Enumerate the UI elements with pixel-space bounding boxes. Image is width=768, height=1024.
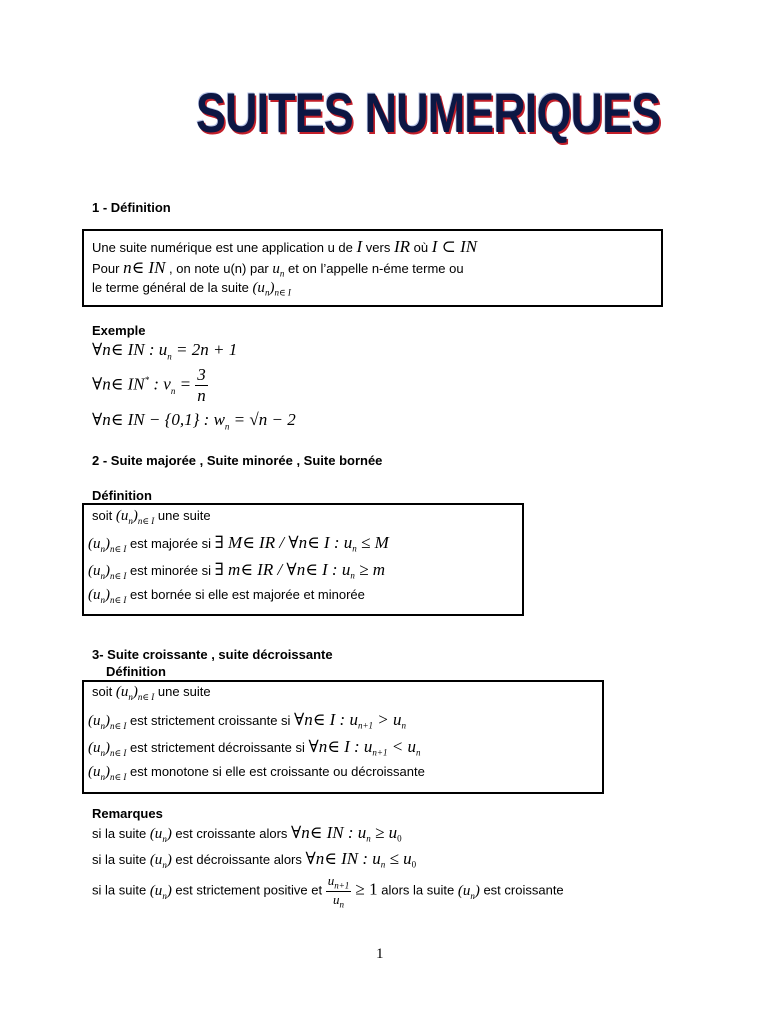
definition-box-2 — [82, 503, 524, 616]
text: est minorée si — [126, 563, 215, 578]
math-subscript: 0 — [397, 833, 402, 844]
text: est strictement positive et — [171, 882, 326, 898]
section-3-heading: 3- Suite croissante , suite décroissante — [92, 647, 333, 662]
fraction-denominator: n — [197, 386, 206, 405]
text: si la suite — [92, 826, 150, 841]
text: une suite — [154, 684, 211, 699]
text: vers — [362, 240, 394, 255]
math: ∀n∈ IN : u — [305, 849, 381, 868]
math: ∀n∈ IN − {0,1} : w — [92, 410, 225, 429]
example-heading: Exemple — [92, 323, 146, 338]
text: alors la suite — [377, 882, 458, 898]
example-1 — [92, 340, 237, 361]
text: soit — [92, 508, 116, 523]
definition-box-3 — [82, 680, 604, 794]
text: , on note u(n) par — [165, 261, 273, 276]
math: I ⊂ IN — [431, 237, 478, 256]
def1-line2 — [92, 258, 464, 279]
math: ∀n∈ I : u — [294, 710, 358, 729]
fraction-numerator: u — [327, 873, 335, 888]
text: où — [410, 240, 432, 255]
math-subscript: n — [264, 287, 270, 298]
def3-line-strict-decroissante: $(u_n)_{n\in I}$ est strictement décroissante si ∀n∈ I : $u_{n+1} < u_n$ — [88, 737, 421, 758]
text: est décroissante alors — [171, 852, 306, 867]
math: ∀n∈ IN — [92, 374, 145, 394]
remarque-1: si la suite $(u_n)$ est croissante alors ∀n∈ IN : $u_n \ge u_0$ — [92, 823, 402, 844]
math-subscript: n+1 — [334, 880, 350, 891]
text: Une suite numérique est une application u de — [92, 240, 357, 255]
text: une suite — [154, 508, 211, 523]
math: < u — [387, 737, 416, 756]
def2-line-soit: soit $(u_n)_{n\in I}$ une suite — [92, 508, 211, 526]
def3-line-monotone: $(u_n)_{n\in I}$ est monotone si elle est croissante ou décroissante — [88, 764, 425, 782]
math: ∃ M∈ IR / ∀n∈ I : u — [214, 533, 353, 552]
math: = — [175, 374, 196, 394]
math: ) — [269, 280, 275, 296]
math: ∃ m∈ IR / ∀n∈ I : u — [214, 560, 351, 579]
math: (u — [252, 280, 265, 296]
section-2-definition-heading: Définition — [92, 488, 152, 503]
math-subscript: n+1 — [372, 747, 388, 758]
math: ≥ 1 — [351, 879, 378, 899]
math: ≥ m — [354, 560, 385, 579]
def1-line1 — [92, 237, 477, 257]
math-subscript: n — [339, 899, 344, 910]
fraction-denominator: u — [333, 891, 340, 907]
page-title: SUITES NUMERIQUES — [196, 81, 661, 144]
text: est majorée si — [126, 536, 215, 551]
math-subscript: n — [170, 385, 176, 396]
def3-line-soit: soit $(u_n)_{n\in I}$ une suite — [92, 684, 211, 702]
section-2-heading: 2 - Suite majorée , Suite minorée , Suite bornée — [92, 453, 383, 468]
math: u — [272, 261, 280, 277]
math: = √n − 2 — [229, 410, 296, 429]
def3-line-strict-croissante: $(u_n)_{n\in I}$ est strictement croissante si ∀n∈ I : $u_{n+1} > u_n$ — [88, 710, 407, 731]
text: est monotone si elle est croissante ou décroissante — [126, 764, 425, 779]
text: le terme général de la suite — [92, 280, 253, 295]
math-subscript: 0 — [411, 859, 417, 870]
text: Pour — [92, 261, 124, 276]
math: n∈ IN — [123, 258, 166, 277]
math: ∀n∈ IN : u — [92, 340, 168, 359]
example-2 — [92, 365, 208, 406]
example-3 — [92, 410, 296, 431]
text: est croissante — [479, 882, 564, 898]
text: est strictement croissante si — [126, 713, 295, 728]
ratio-fraction — [326, 873, 352, 909]
text: est bornée si elle est majorée et minorée — [126, 587, 365, 602]
fraction — [195, 365, 208, 406]
remarques-heading: Remarques — [92, 806, 163, 821]
math: ≤ M — [356, 533, 389, 552]
math: : v — [149, 374, 171, 394]
math: ∀n∈ IN : u — [291, 823, 367, 842]
fraction-numerator: 3 — [197, 365, 206, 384]
math: I — [356, 237, 363, 256]
math: > u — [373, 710, 402, 729]
math: = 2n + 1 — [171, 340, 238, 359]
math: ≥ u — [370, 823, 398, 842]
text: si la suite — [92, 852, 150, 867]
math-subscript: n — [224, 421, 230, 432]
def2-line-bornee: $(u_n)_{n\in I}$ est bornée si elle est majorée et minorée — [88, 587, 365, 605]
math: ∀n∈ I : u — [308, 737, 373, 756]
math-subscript: n — [279, 268, 285, 279]
text: soit — [92, 684, 116, 699]
def1-line3 — [92, 280, 291, 299]
math-superscript: * — [144, 374, 150, 385]
math-subscript: n+1 — [357, 720, 374, 731]
def2-line-minoree: $(u_n)_{n\in I}$ est minorée si ∃ m∈ IR / ∀n∈ I : $u_n \ge m$ — [88, 560, 385, 581]
remarque-3: si la suite $(u_n)$ est strictement positive et $\frac{u_{n+1}}{u_n}$ ≥ 1 alors la suite $(u_n)$ est croissante — [92, 873, 564, 910]
definition-box-1 — [82, 229, 663, 307]
page-number: 1 — [376, 946, 384, 962]
section-1-heading: 1 - Définition — [92, 200, 171, 215]
section-3-definition-heading: Définition — [106, 664, 166, 679]
math: IR — [393, 237, 411, 256]
text: est croissante alors — [171, 826, 292, 841]
text: et on l’appelle n-éme terme ou — [284, 261, 464, 276]
math: ≤ u — [385, 849, 412, 868]
remarque-2: si la suite $(u_n)$ est décroissante alors ∀n∈ IN : $u_n \le u_0$ — [92, 849, 417, 870]
math-subscript: n — [167, 351, 172, 362]
math-subscript: n∈ I — [274, 287, 291, 298]
text: est strictement décroissante si — [126, 740, 309, 755]
def2-line-majoree: $(u_n)_{n\in I}$ est majorée si ∃ M∈ IR / ∀n∈ I : $u_n \le M$ — [88, 533, 389, 554]
text: si la suite — [92, 882, 150, 898]
